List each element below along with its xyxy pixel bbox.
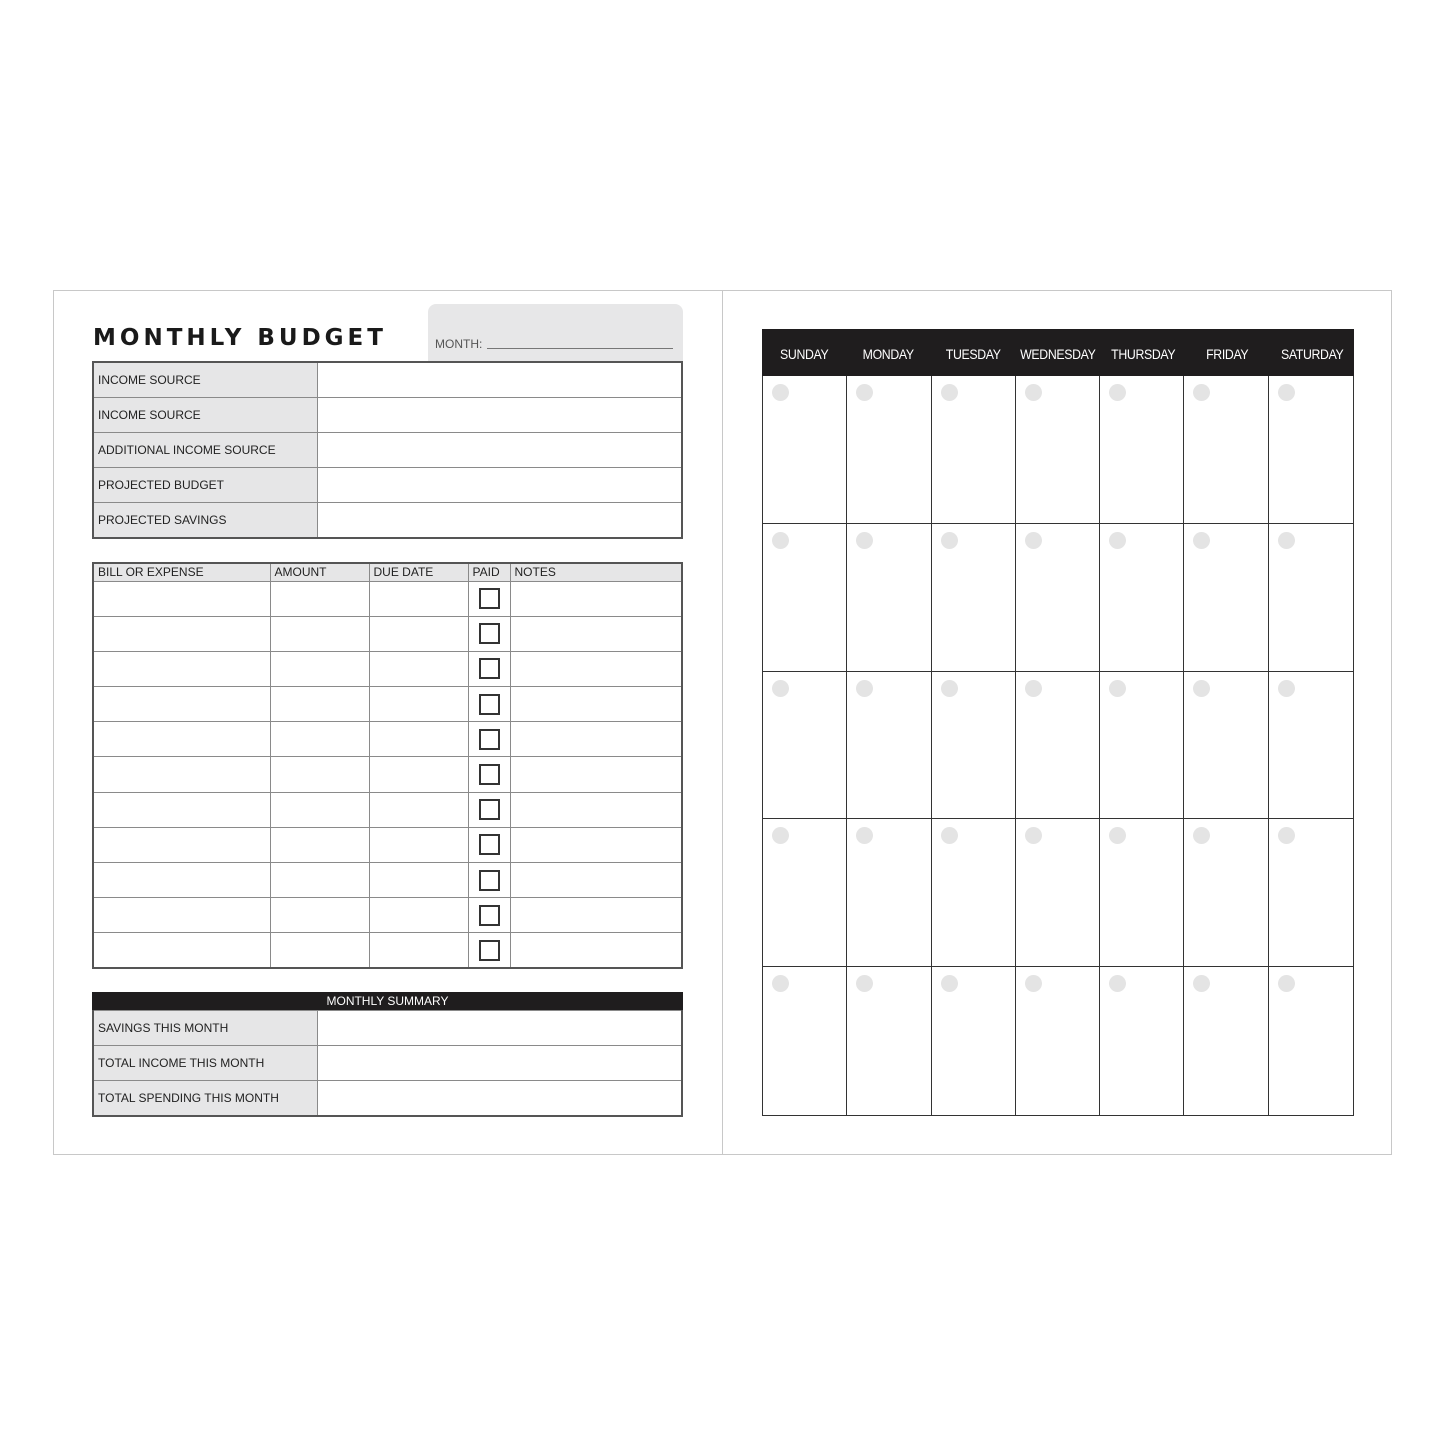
- calendar-day-header: SATURDAY: [1280, 346, 1344, 362]
- bills-cell[interactable]: [510, 863, 682, 898]
- bills-cell[interactable]: [510, 687, 682, 722]
- bills-cell[interactable]: [369, 792, 468, 827]
- table-row: [93, 863, 682, 898]
- date-circle-icon: [856, 384, 873, 401]
- calendar-cell[interactable]: [847, 672, 931, 820]
- calendar-cell[interactable]: [847, 376, 931, 524]
- date-circle-icon: [1278, 680, 1295, 697]
- bills-column-header: AMOUNT: [270, 563, 369, 581]
- calendar-cell[interactable]: [1184, 524, 1268, 672]
- calendar-cell[interactable]: [1100, 376, 1184, 524]
- bills-cell[interactable]: [270, 581, 369, 616]
- bills-cell[interactable]: [93, 687, 270, 722]
- calendar-cell[interactable]: [1016, 376, 1100, 524]
- date-circle-icon: [1278, 532, 1295, 549]
- income-table: [92, 361, 683, 539]
- summary-row: [93, 1081, 682, 1116]
- calendar-cell[interactable]: [763, 672, 847, 820]
- calendar-day-header: MONDAY: [863, 346, 915, 362]
- calendar-cell[interactable]: [932, 524, 1016, 672]
- bills-cell[interactable]: [510, 616, 682, 651]
- page-title: MONTHLY BUDGET: [93, 325, 387, 351]
- paid-cell[interactable]: [468, 792, 510, 827]
- bills-cell[interactable]: [93, 863, 270, 898]
- summary-row-value[interactable]: [317, 1011, 682, 1046]
- paid-checkbox[interactable]: [479, 834, 500, 855]
- bills-cell[interactable]: [270, 933, 369, 968]
- date-circle-icon: [1025, 680, 1042, 697]
- page-spine: [722, 290, 723, 1155]
- month-label: MONTH:: [435, 337, 483, 351]
- date-circle-icon: [941, 532, 958, 549]
- bills-cell[interactable]: [369, 898, 468, 933]
- calendar-cell[interactable]: [1184, 967, 1268, 1115]
- bills-cell[interactable]: [93, 581, 270, 616]
- calendar-cell[interactable]: [763, 819, 847, 967]
- date-circle-icon: [1278, 384, 1295, 401]
- bills-column-header: NOTES: [510, 563, 682, 581]
- date-circle-icon: [856, 532, 873, 549]
- paid-checkbox[interactable]: [479, 729, 500, 750]
- date-circle-icon: [856, 975, 873, 992]
- income-row: [93, 503, 682, 538]
- calendar-day-header: TUESDAY: [945, 346, 1001, 362]
- income-row: [93, 432, 682, 467]
- calendar-cell[interactable]: [1269, 967, 1353, 1115]
- bills-cell[interactable]: [369, 933, 468, 968]
- date-circle-icon: [1193, 680, 1210, 697]
- table-row: [93, 581, 682, 616]
- calendar-day-header: WEDNESDAY: [1020, 346, 1096, 362]
- bills-cell[interactable]: [510, 722, 682, 757]
- income-row-value[interactable]: [317, 503, 682, 538]
- paid-checkbox[interactable]: [479, 658, 500, 679]
- calendar-cell[interactable]: [847, 524, 931, 672]
- calendar-cell[interactable]: [1269, 672, 1353, 820]
- calendar-cell[interactable]: [763, 376, 847, 524]
- paid-cell[interactable]: [468, 722, 510, 757]
- date-circle-icon: [941, 384, 958, 401]
- calendar-cell[interactable]: [1016, 524, 1100, 672]
- calendar-cell[interactable]: [1184, 672, 1268, 820]
- table-row: [93, 792, 682, 827]
- bills-cell[interactable]: [93, 757, 270, 792]
- bills-cell[interactable]: [510, 898, 682, 933]
- income-row-label: INCOME SOURCE: [93, 362, 317, 397]
- calendar-cell[interactable]: [763, 524, 847, 672]
- bills-cell[interactable]: [270, 616, 369, 651]
- bills-cell[interactable]: [510, 827, 682, 862]
- table-row: [93, 827, 682, 862]
- table-row: [93, 933, 682, 968]
- bills-cell[interactable]: [510, 933, 682, 968]
- date-circle-icon: [856, 827, 873, 844]
- bills-cell[interactable]: [270, 687, 369, 722]
- income-row-label: PROJECTED SAVINGS: [93, 503, 317, 538]
- bills-cell[interactable]: [510, 757, 682, 792]
- date-circle-icon: [941, 827, 958, 844]
- bills-table: [92, 562, 683, 969]
- bills-cell[interactable]: [93, 898, 270, 933]
- date-circle-icon: [772, 827, 789, 844]
- month-input-line[interactable]: [487, 348, 673, 349]
- table-row: [93, 687, 682, 722]
- bills-cell[interactable]: [510, 581, 682, 616]
- bills-cell[interactable]: [93, 792, 270, 827]
- summary-row-value[interactable]: [317, 1081, 682, 1116]
- bills-column-header: PAID: [468, 563, 510, 581]
- paid-checkbox[interactable]: [479, 588, 500, 609]
- paid-cell[interactable]: [468, 687, 510, 722]
- date-circle-icon: [1025, 384, 1042, 401]
- date-circle-icon: [772, 532, 789, 549]
- calendar-cell[interactable]: [1100, 524, 1184, 672]
- month-field-box: [428, 304, 683, 362]
- date-circle-icon: [1025, 827, 1042, 844]
- summary-row: [93, 1046, 682, 1081]
- date-circle-icon: [1109, 532, 1126, 549]
- date-circle-icon: [1193, 384, 1210, 401]
- calendar-grid: [762, 376, 1354, 1116]
- paid-cell[interactable]: [468, 616, 510, 651]
- paid-cell[interactable]: [468, 581, 510, 616]
- calendar-cell[interactable]: [1100, 967, 1184, 1115]
- bills-cell[interactable]: [93, 616, 270, 651]
- paid-checkbox[interactable]: [479, 694, 500, 715]
- date-circle-icon: [1278, 975, 1295, 992]
- income-row: [93, 468, 682, 503]
- calendar-header: [762, 329, 1354, 376]
- table-row: [93, 651, 682, 686]
- bills-cell[interactable]: [369, 616, 468, 651]
- date-circle-icon: [1109, 975, 1126, 992]
- summary-row: [93, 1011, 682, 1046]
- bills-cell[interactable]: [270, 792, 369, 827]
- bills-cell[interactable]: [369, 722, 468, 757]
- income-row-value[interactable]: [317, 468, 682, 503]
- date-circle-icon: [941, 975, 958, 992]
- calendar-cell[interactable]: [932, 376, 1016, 524]
- paid-cell[interactable]: [468, 933, 510, 968]
- calendar-day-header: SUNDAY: [780, 346, 829, 362]
- bills-cell[interactable]: [93, 651, 270, 686]
- date-circle-icon: [772, 384, 789, 401]
- date-circle-icon: [1025, 532, 1042, 549]
- paid-checkbox[interactable]: [479, 799, 500, 820]
- date-circle-icon: [856, 680, 873, 697]
- table-row: [93, 898, 682, 933]
- bills-cell[interactable]: [270, 757, 369, 792]
- summary-row-label: TOTAL INCOME THIS MONTH: [93, 1046, 317, 1081]
- calendar-day-header: FRIDAY: [1206, 346, 1249, 362]
- summary-table: [92, 1010, 683, 1117]
- paid-cell[interactable]: [468, 863, 510, 898]
- table-row: [93, 757, 682, 792]
- date-circle-icon: [941, 680, 958, 697]
- summary-header: MONTHLY SUMMARY: [92, 992, 683, 1010]
- bills-cell[interactable]: [369, 651, 468, 686]
- table-row: [93, 722, 682, 757]
- income-row: [93, 362, 682, 397]
- date-circle-icon: [1025, 975, 1042, 992]
- bills-cell[interactable]: [369, 687, 468, 722]
- summary-row-label: TOTAL SPENDING THIS MONTH: [93, 1081, 317, 1116]
- date-circle-icon: [1278, 827, 1295, 844]
- date-circle-icon: [1109, 680, 1126, 697]
- date-circle-icon: [1109, 384, 1126, 401]
- income-row: [93, 397, 682, 432]
- calendar-cell[interactable]: [1184, 376, 1268, 524]
- calendar-cell[interactable]: [1100, 819, 1184, 967]
- bills-cell[interactable]: [270, 863, 369, 898]
- paid-checkbox[interactable]: [479, 870, 500, 891]
- bills-cell[interactable]: [270, 722, 369, 757]
- paid-cell[interactable]: [468, 651, 510, 686]
- summary-row-value[interactable]: [317, 1046, 682, 1081]
- calendar-cell[interactable]: [1269, 819, 1353, 967]
- bills-cell[interactable]: [93, 722, 270, 757]
- income-row-value[interactable]: [317, 397, 682, 432]
- calendar-cell[interactable]: [932, 819, 1016, 967]
- paid-checkbox[interactable]: [479, 623, 500, 644]
- calendar-cell[interactable]: [1269, 524, 1353, 672]
- bills-column-header: BILL OR EXPENSE: [93, 563, 270, 581]
- table-row: [93, 616, 682, 651]
- calendar-cell[interactable]: [1184, 819, 1268, 967]
- calendar-cell[interactable]: [1269, 376, 1353, 524]
- calendar-cell[interactable]: [763, 967, 847, 1115]
- date-circle-icon: [772, 975, 789, 992]
- calendar-cell[interactable]: [1016, 819, 1100, 967]
- calendar-day-header: THURSDAY: [1111, 346, 1176, 362]
- paid-cell[interactable]: [468, 898, 510, 933]
- bills-cell[interactable]: [270, 827, 369, 862]
- date-circle-icon: [1193, 827, 1210, 844]
- income-row-value[interactable]: [317, 362, 682, 397]
- bills-cell[interactable]: [510, 651, 682, 686]
- date-circle-icon: [1193, 975, 1210, 992]
- summary-row-label: SAVINGS THIS MONTH: [93, 1011, 317, 1046]
- bills-cell[interactable]: [369, 863, 468, 898]
- date-circle-icon: [1109, 827, 1126, 844]
- bills-cell[interactable]: [93, 933, 270, 968]
- bills-cell[interactable]: [369, 581, 468, 616]
- calendar-cell[interactable]: [1016, 672, 1100, 820]
- bills-cell[interactable]: [369, 827, 468, 862]
- income-row-value[interactable]: [317, 432, 682, 467]
- bills-cell[interactable]: [369, 757, 468, 792]
- bills-cell[interactable]: [270, 651, 369, 686]
- paid-checkbox[interactable]: [479, 940, 500, 961]
- calendar-cell[interactable]: [932, 967, 1016, 1115]
- paid-checkbox[interactable]: [479, 764, 500, 785]
- paid-cell[interactable]: [468, 757, 510, 792]
- paid-cell[interactable]: [468, 827, 510, 862]
- calendar-cell[interactable]: [1016, 967, 1100, 1115]
- bills-column-header: DUE DATE: [369, 563, 468, 581]
- date-circle-icon: [1193, 532, 1210, 549]
- income-row-label: PROJECTED BUDGET: [93, 468, 317, 503]
- calendar-cell[interactable]: [847, 819, 931, 967]
- calendar-cell[interactable]: [847, 967, 931, 1115]
- bills-cell[interactable]: [510, 792, 682, 827]
- bills-cell[interactable]: [270, 898, 369, 933]
- date-circle-icon: [772, 680, 789, 697]
- calendar-cell[interactable]: [932, 672, 1016, 820]
- calendar-cell[interactable]: [1100, 672, 1184, 820]
- income-row-label: INCOME SOURCE: [93, 397, 317, 432]
- paid-checkbox[interactable]: [479, 905, 500, 926]
- income-row-label: ADDITIONAL INCOME SOURCE: [93, 432, 317, 467]
- bills-cell[interactable]: [93, 827, 270, 862]
